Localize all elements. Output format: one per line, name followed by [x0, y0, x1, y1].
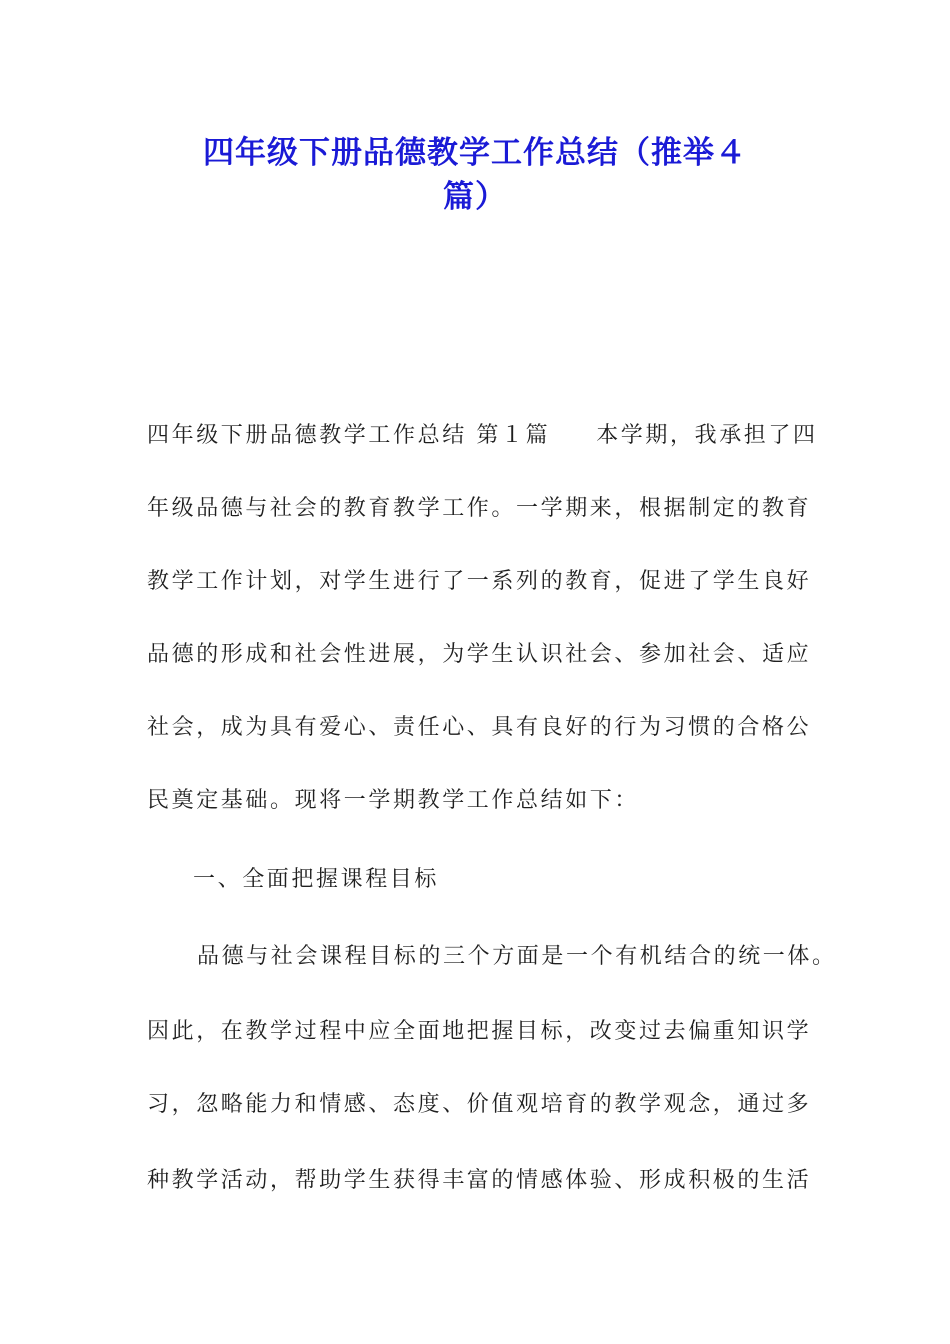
article-heading: 四年级下册品德教学工作总结 第１篇	[147, 423, 551, 448]
document-title-line-2: 篇）	[443, 179, 507, 215]
section-line-3: 习，忽略能力和情感、态度、价值观培育的教学观念，通过多	[147, 1092, 812, 1117]
section-line-4: 种教学活动，帮助学生获得丰富的情感体验、形成积极的生活	[147, 1168, 812, 1193]
body-line-2: 年级品德与社会的教育教学工作。一学期来，根据制定的教育	[147, 496, 812, 521]
document-title-line-1: 四年级下册品德教学工作总结（推举４	[203, 135, 747, 171]
body-line-1	[147, 421, 827, 451]
body-line-3: 教学工作计划，对学生进行了一系列的教育，促进了学生良好	[147, 569, 812, 594]
section-line-1: 品德与社会课程目标的三个方面是一个有机结合的统一体。	[197, 944, 837, 969]
section-line-2: 因此，在教学过程中应全面地把握目标，改变过去偏重知识学	[147, 1019, 812, 1044]
body-line-4: 品德的形成和社会性进展，为学生认识社会、参加社会、适应	[147, 642, 812, 667]
body-line-5: 社会，成为具有爱心、责任心、具有良好的行为习惯的合格公	[147, 715, 812, 740]
section-heading: 一、全面把握课程目标	[193, 867, 440, 892]
body-line-6: 民奠定基础。现将一学期教学工作总结如下：	[147, 788, 640, 813]
article-text-start: 本学期，我承担了四	[596, 423, 818, 448]
